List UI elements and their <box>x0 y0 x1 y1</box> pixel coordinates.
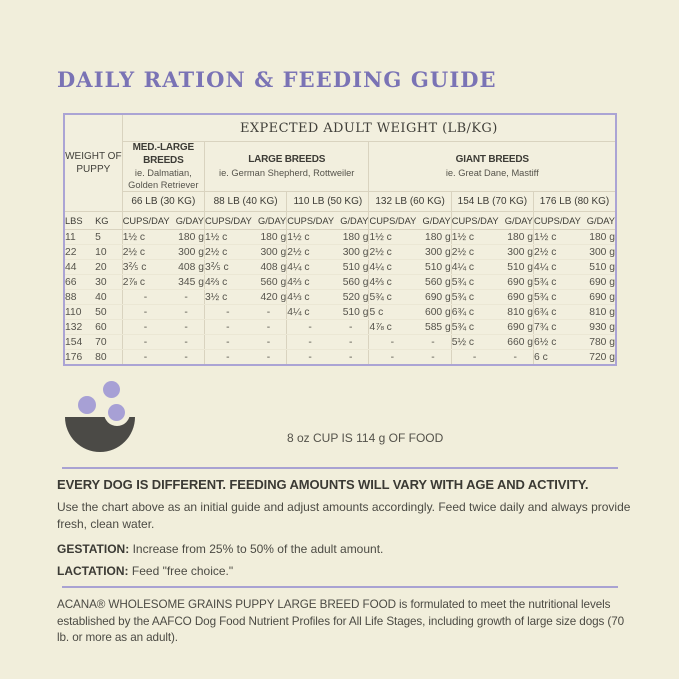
cell-grams-per-day: 810 g <box>580 305 616 320</box>
footer-note: ACANA® WHOLESOME GRAINS PUPPY LARGE BREED FOOD is formulated to meet the nutritional levels established by the AAFCO Dog Food Nutrient Profiles for All Life Stages, including growth of large size dogs (70 lb. or more as an adult). <box>57 598 624 644</box>
breed-groups-row <box>64 142 616 192</box>
cell-cups-per-day: 1½ c <box>122 230 168 245</box>
cell-cups-per-day: 5¾ c <box>451 290 497 305</box>
cell-grams-per-day: 690 g <box>580 275 616 290</box>
cell-grams-per-day: 780 g <box>580 335 616 350</box>
kibble-icon <box>78 396 96 414</box>
cell-cups-per-day: 6¾ c <box>451 305 497 320</box>
adult-weight-row <box>64 192 616 212</box>
cell-grams-per-day: 180 g <box>333 230 369 245</box>
table-row <box>64 275 616 290</box>
cell-cups-per-day: 4⅞ c <box>369 320 415 335</box>
cell-grams-per-day: - <box>333 320 369 335</box>
cell-cups-per-day: 2⅞ c <box>122 275 168 290</box>
cell-lbs: 176 <box>65 351 83 363</box>
cell-grams-per-day: - <box>266 351 271 363</box>
cell-cups-per-day: - <box>122 305 168 320</box>
cell-cups-per-day: 5½ c <box>451 335 497 350</box>
table-row <box>64 290 616 305</box>
table-row <box>64 245 616 260</box>
cell-kg: 40 <box>95 290 122 305</box>
table-row <box>64 305 616 320</box>
cell-grams-per-day: 660 g <box>497 335 533 350</box>
weight-column-header: 176 LB (80 KG) <box>534 192 616 212</box>
cell-grams-per-day: 180 g <box>415 230 451 245</box>
cell-cups-per-day: 6 c <box>534 350 580 366</box>
table-row <box>64 260 616 275</box>
cell-cups-per-day: 3½ c <box>204 290 250 305</box>
cell-grams-per-day: 560 g <box>251 275 287 290</box>
divider <box>62 586 618 588</box>
cups-day-header: CUPS/DAY <box>534 212 580 230</box>
breed-group-large <box>204 142 369 192</box>
cell-kg: 20 <box>95 260 122 275</box>
cell-grams-per-day: 690 g <box>497 275 533 290</box>
cell-grams-per-day: 520 g <box>333 290 369 305</box>
table-header-row <box>64 114 616 142</box>
cell-grams-per-day: 690 g <box>497 320 533 335</box>
cell-cups-per-day: 4¼ c <box>534 260 580 275</box>
cell-cups-per-day: - <box>287 320 333 335</box>
g-day-header: G/DAY <box>415 212 451 230</box>
cell-kg: 30 <box>95 275 122 290</box>
cell-cups-per-day: 5¾ c <box>534 290 580 305</box>
g-day-header: G/DAY <box>251 212 287 230</box>
breed-group-examples: ie. Dalmatian, Golden Retriever <box>128 168 199 190</box>
lbs-header: LBS <box>64 212 95 230</box>
cell-cups-per-day: 1½ c <box>204 230 250 245</box>
cell-grams-per-day: 300 g <box>497 245 533 260</box>
table-title: EXPECTED ADULT WEIGHT (LB/KG) <box>122 114 616 142</box>
kibble-icon <box>108 404 125 421</box>
cell-grams-per-day: 300 g <box>333 245 369 260</box>
cell-cups-per-day: 2½ c <box>369 245 415 260</box>
cell-cups-per-day: 6½ c <box>534 335 580 350</box>
cell-grams-per-day: - <box>184 351 188 363</box>
cell-grams-per-day: 180 g <box>580 230 616 245</box>
cell-cups-per-day: - <box>204 335 250 350</box>
cell-cups-per-day: 4⅔ c <box>287 275 333 290</box>
gestation-text: Increase from 25% to 50% of the adult amount. <box>132 542 384 556</box>
feeding-table <box>63 113 617 366</box>
cell-grams-per-day: 690 g <box>497 290 533 305</box>
cell-kg: 70 <box>95 335 122 350</box>
cell-grams-per-day: 408 g <box>251 260 287 275</box>
cell-cups-per-day: - <box>287 335 333 350</box>
cell-cups-per-day: 2½ c <box>204 245 250 260</box>
breed-group-med-large <box>122 142 204 192</box>
cell-cups-per-day: 3⅖ c <box>122 260 168 275</box>
cup-measurement-note: 8 oz CUP IS 114 g OF FOOD <box>287 431 444 445</box>
cell-cups-per-day: - <box>369 350 415 366</box>
cell-cups-per-day: 4⅔ c <box>204 275 250 290</box>
cell-cups-per-day: 1½ c <box>451 230 497 245</box>
cell-cups-per-day: 6¾ c <box>534 305 580 320</box>
cell-cups-per-day: 4¼ c <box>287 305 333 320</box>
cell-grams-per-day: 510 g <box>333 305 369 320</box>
lactation-line <box>57 564 632 578</box>
cell-cups-per-day: 4¼ c <box>451 260 497 275</box>
table-row <box>64 230 616 245</box>
breed-group-name: MED.-LARGE BREEDS <box>132 142 194 166</box>
cell-grams-per-day: 510 g <box>333 260 369 275</box>
weight-column-header: 110 LB (50 KG) <box>287 192 369 212</box>
column-labels-row <box>64 212 616 230</box>
cell-cups-per-day: 1½ c <box>287 230 333 245</box>
cell-grams-per-day: - <box>251 320 287 335</box>
cell-grams-per-day: - <box>415 335 451 350</box>
puppy-weight-header: WEIGHT OF PUPPY <box>64 114 122 212</box>
cell-grams-per-day: - <box>168 335 204 350</box>
cell-grams-per-day: 720 g <box>589 351 615 363</box>
cell-cups-per-day: - <box>122 290 168 305</box>
cell-grams-per-day: - <box>168 290 204 305</box>
lactation-label: LACTATION: <box>57 564 129 578</box>
info-paragraph: Use the chart above as an initial guide and adjust amounts accordingly. Feed twice daily and always provide fresh, clean water. <box>57 500 631 531</box>
cell-grams-per-day: - <box>168 305 204 320</box>
weight-column-header: 132 LB (60 KG) <box>369 192 451 212</box>
cell-cups-per-day: - <box>204 350 250 366</box>
table-row <box>64 335 616 350</box>
cell-kg: 80 <box>95 351 107 363</box>
cell-lbs: 44 <box>64 260 95 275</box>
cell-grams-per-day: - <box>348 351 353 363</box>
cell-kg: 50 <box>95 305 122 320</box>
cell-grams-per-day: 510 g <box>415 260 451 275</box>
cell-kg: 5 <box>95 230 122 245</box>
gestation-label: GESTATION: <box>57 542 130 556</box>
cell-grams-per-day: 408 g <box>168 260 204 275</box>
table-row <box>64 320 616 335</box>
cell-cups-per-day: - <box>287 350 333 366</box>
cell-cups-per-day: - <box>369 335 415 350</box>
cell-grams-per-day: - <box>333 335 369 350</box>
cell-grams-per-day: 300 g <box>415 245 451 260</box>
cell-cups-per-day: 2½ c <box>451 245 497 260</box>
cell-grams-per-day: - <box>168 320 204 335</box>
cell-grams-per-day: 600 g <box>415 305 451 320</box>
cell-cups-per-day: 4⅓ c <box>287 290 333 305</box>
cell-cups-per-day: 4¼ c <box>369 260 415 275</box>
cell-kg: 60 <box>95 320 122 335</box>
cups-day-header: CUPS/DAY <box>369 212 415 230</box>
cell-grams-per-day: 560 g <box>333 275 369 290</box>
cell-grams-per-day: - <box>251 305 287 320</box>
cell-grams-per-day: 180 g <box>168 230 204 245</box>
cell-kg: 10 <box>95 245 122 260</box>
cell-cups-per-day: 2½ c <box>534 245 580 260</box>
cell-cups-per-day: 5¾ c <box>451 320 497 335</box>
cell-lbs: 66 <box>64 275 95 290</box>
cell-cups-per-day: - <box>122 320 168 335</box>
cell-grams-per-day: 300 g <box>168 245 204 260</box>
g-day-header: G/DAY <box>333 212 369 230</box>
cell-cups-per-day: 2½ c <box>122 245 168 260</box>
kibble-icon <box>103 381 120 398</box>
food-bowl-icon <box>65 380 145 454</box>
cups-day-header: CUPS/DAY <box>451 212 497 230</box>
cell-grams-per-day: 300 g <box>251 245 287 260</box>
cell-grams-per-day: 560 g <box>415 275 451 290</box>
cell-cups-per-day: 5¾ c <box>369 290 415 305</box>
breed-group-examples: ie. German Shepherd, Rottweiler <box>219 167 355 178</box>
cell-cups-per-day: - <box>204 305 250 320</box>
cups-day-header: CUPS/DAY <box>287 212 333 230</box>
cell-grams-per-day: 345 g <box>168 275 204 290</box>
cell-grams-per-day: 930 g <box>580 320 616 335</box>
cell-grams-per-day: 810 g <box>497 305 533 320</box>
cell-lbs: 110 <box>64 305 95 320</box>
cups-day-header: CUPS/DAY <box>204 212 250 230</box>
breed-group-giant <box>369 142 616 192</box>
breed-group-name: GIANT BREEDS <box>455 154 529 166</box>
cell-cups-per-day: 1½ c <box>534 230 580 245</box>
cell-lbs: 22 <box>64 245 95 260</box>
cell-lbs: 88 <box>64 290 95 305</box>
cell-lbs: 154 <box>64 335 95 350</box>
breed-group-name: LARGE BREEDS <box>248 154 326 166</box>
cell-cups-per-day: 2½ c <box>287 245 333 260</box>
table-body <box>64 230 616 366</box>
cell-grams-per-day: 510 g <box>580 260 616 275</box>
cell-cups-per-day: 5 c <box>369 305 415 320</box>
g-day-header: G/DAY <box>580 212 616 230</box>
divider <box>62 467 618 469</box>
cell-cups-per-day: - <box>122 350 168 366</box>
cell-grams-per-day: - <box>431 351 435 363</box>
g-day-header: G/DAY <box>168 212 204 230</box>
cell-grams-per-day: - <box>251 335 287 350</box>
gestation-line <box>57 542 632 556</box>
page-title: DAILY RATION & FEEDING GUIDE <box>57 67 497 92</box>
info-heading: EVERY DOG IS DIFFERENT. FEEDING AMOUNTS WILL VARY WITH AGE AND ACTIVITY. <box>57 477 589 492</box>
cell-grams-per-day: 180 g <box>497 230 533 245</box>
cell-cups-per-day: - <box>204 320 250 335</box>
cell-cups-per-day: - <box>451 350 497 366</box>
cell-grams-per-day: 690 g <box>415 290 451 305</box>
cell-grams-per-day: 510 g <box>497 260 533 275</box>
cell-grams-per-day: 180 g <box>251 230 287 245</box>
cell-cups-per-day: 5¾ c <box>534 275 580 290</box>
cell-cups-per-day: 1½ c <box>369 230 415 245</box>
cell-grams-per-day: 585 g <box>415 320 451 335</box>
weight-column-header: 88 LB (40 KG) <box>204 192 286 212</box>
cell-grams-per-day: - <box>513 351 517 363</box>
cell-cups-per-day: 7¾ c <box>534 320 580 335</box>
weight-column-header: 154 LB (70 KG) <box>451 192 533 212</box>
g-day-header: G/DAY <box>497 212 533 230</box>
cell-cups-per-day: 3⅖ c <box>204 260 250 275</box>
feeding-guide-table <box>63 113 617 366</box>
cell-grams-per-day: 420 g <box>251 290 287 305</box>
lactation-text: Feed "free choice." <box>131 564 234 578</box>
cell-cups-per-day: 4⅔ c <box>369 275 415 290</box>
cell-grams-per-day: 300 g <box>580 245 616 260</box>
cell-cups-per-day: - <box>122 335 168 350</box>
cell-cups-per-day: 4¼ c <box>287 260 333 275</box>
cell-lbs: 11 <box>64 230 95 245</box>
breed-group-examples: ie. Great Dane, Mastiff <box>445 167 539 178</box>
cell-grams-per-day: 690 g <box>580 290 616 305</box>
kg-header: KG <box>95 212 122 230</box>
cell-cups-per-day: 5¾ c <box>451 275 497 290</box>
cups-day-header: CUPS/DAY <box>122 212 168 230</box>
cell-lbs: 132 <box>64 320 95 335</box>
weight-column-header: 66 LB (30 KG) <box>122 192 204 212</box>
table-row <box>64 350 616 366</box>
